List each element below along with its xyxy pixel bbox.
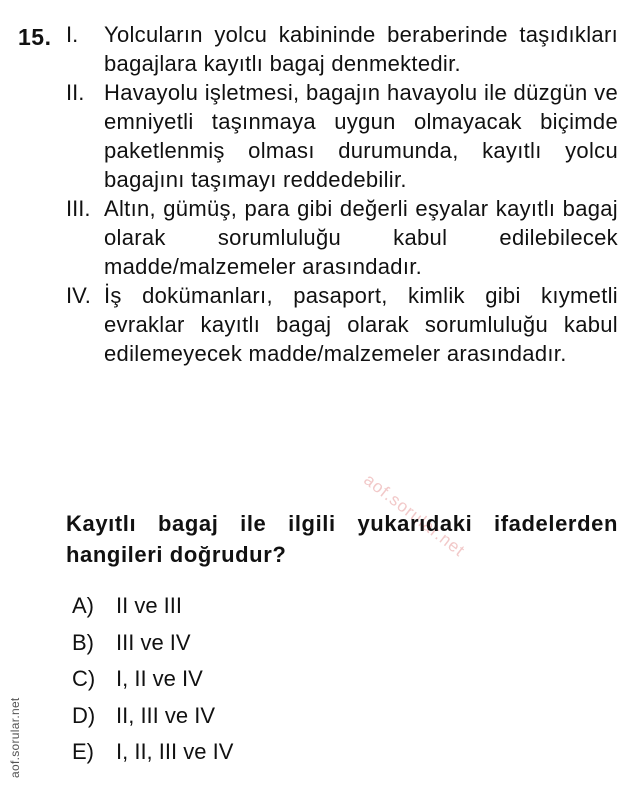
option-text: II ve III bbox=[116, 593, 183, 618]
question-number: 15. bbox=[18, 24, 52, 50]
statement-item bbox=[66, 78, 618, 194]
statement-text: Altın, gümüş, para gibi değerli eşyalar kayıtlı bagaj olarak sorumluluğu kabul edilebilecek madde/malzemeler arasındadır. bbox=[104, 196, 618, 279]
option-text: I, II, III ve IV bbox=[116, 739, 234, 764]
option-letter: A) bbox=[72, 593, 94, 618]
answer-option-c[interactable] bbox=[72, 663, 233, 700]
statement-text: Yolcuların yolcu kabininde beraberinde taşıdıkları bagajlara kayıtlı bagaj denmektedir. bbox=[104, 22, 618, 76]
answer-option-e[interactable] bbox=[72, 736, 233, 773]
side-watermark: aof.sorular.net bbox=[8, 697, 22, 778]
watermark-text: aof.sorular.net bbox=[360, 470, 469, 561]
question-stem: Kayıtlı bagaj ile ilgili yukarıdaki ifadelerden hangileri doğrudur? bbox=[66, 511, 618, 567]
statement-numeral: IV. bbox=[66, 283, 91, 308]
statement-item bbox=[66, 194, 618, 281]
option-text: II, III ve IV bbox=[116, 702, 216, 728]
option-letter: E) bbox=[72, 739, 94, 764]
option-text: I, II ve IV bbox=[116, 666, 203, 691]
option-text: III ve IV bbox=[116, 629, 191, 655]
option-letter: D) bbox=[72, 702, 96, 728]
statement-item bbox=[66, 281, 618, 368]
option-letter: C) bbox=[72, 666, 96, 691]
statement-numeral: II. bbox=[66, 80, 85, 105]
answer-option-d[interactable] bbox=[72, 700, 233, 737]
statement-list bbox=[66, 20, 618, 368]
statement-numeral: III. bbox=[66, 196, 91, 221]
answer-options bbox=[72, 590, 233, 773]
statement-numeral: I. bbox=[66, 22, 79, 47]
statement-text: İş dokümanları, pasaport, kimlik gibi kıymetli evraklar kayıtlı bagaj olarak sorumluluğu kabul edilemeyecek madde/malzemeler arasındadır. bbox=[104, 283, 618, 366]
statement-item bbox=[66, 20, 618, 78]
option-letter: B) bbox=[72, 629, 94, 655]
statement-text: Havayolu işletmesi, bagajın havayolu ile düzgün ve emniyetli taşınmaya uygun olmayacak biçimde paketlenmiş olması durumunda, kayıtlı yolcu bagajını taşımayı reddedebilir. bbox=[104, 80, 618, 192]
answer-option-a[interactable] bbox=[72, 590, 233, 627]
answer-option-b[interactable] bbox=[72, 627, 233, 664]
